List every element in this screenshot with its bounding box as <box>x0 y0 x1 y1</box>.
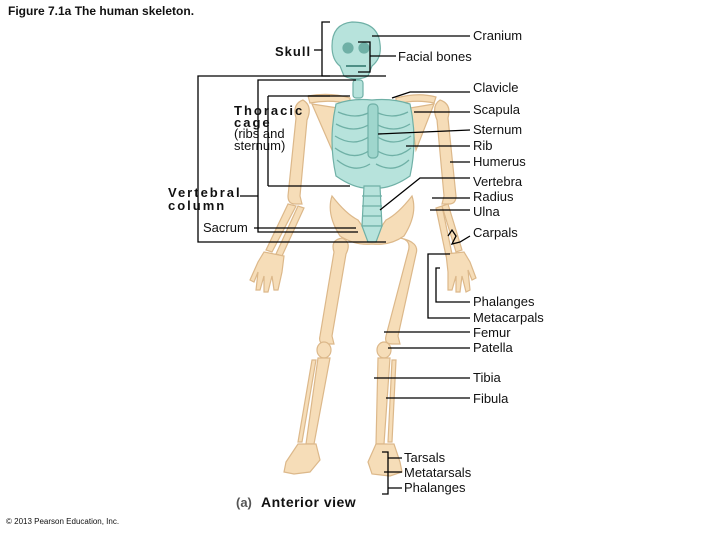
foot-left <box>284 444 320 474</box>
label-carpals: Carpals <box>473 225 518 240</box>
label-sacrum: Sacrum <box>203 220 248 235</box>
skull-bracket <box>322 22 330 76</box>
label-clavicle: Clavicle <box>473 80 519 95</box>
label-thoracic-cage-3: (ribs and <box>234 126 285 141</box>
orbit-right <box>359 43 369 53</box>
label-vertebral-column-2: column <box>168 198 227 213</box>
label-radius: Radius <box>473 189 514 204</box>
figure-title: Figure 7.1a The human skeleton. <box>8 4 195 18</box>
cervical-spine <box>353 80 363 98</box>
label-tarsals: Tarsals <box>404 450 446 465</box>
label-ulna: Ulna <box>473 204 500 219</box>
tibia-right <box>376 358 390 444</box>
femur-right <box>386 238 417 344</box>
label-thoracic-cage-1: Thoracic <box>234 103 305 118</box>
hand-right <box>446 252 476 292</box>
label-thoracic-cage-4: sternum) <box>234 138 286 153</box>
label-scapula: Scapula <box>473 102 520 117</box>
label-patella: Patella <box>473 340 513 355</box>
femur-left <box>320 238 349 344</box>
label-skull: Skull <box>275 44 312 59</box>
label-vertebral-column-1: Vertebral <box>168 185 242 200</box>
label-phalanges-foot: Phalanges <box>404 480 466 495</box>
label-fibula: Fibula <box>473 391 509 406</box>
label-metatarsals: Metatarsals <box>404 465 472 480</box>
label-cranium: Cranium <box>473 28 523 43</box>
skull-graphic <box>332 22 380 79</box>
foot-right <box>368 444 402 476</box>
label-thoracic-cage-2: cage <box>234 115 272 130</box>
label-humerus: Humerus <box>473 154 526 169</box>
patella-right <box>377 342 391 358</box>
copyright-credit: © 2013 Pearson Education, Inc. <box>6 517 120 526</box>
label-phalanges-hand: Phalanges <box>473 294 535 309</box>
label-tibia: Tibia <box>473 370 501 385</box>
label-femur: Femur <box>473 325 511 340</box>
patella-left <box>317 342 331 358</box>
sternum-graphic <box>368 104 378 158</box>
label-vertebra: Vertebra <box>473 174 523 189</box>
humerus-right <box>435 100 456 204</box>
view-caption: Anterior view <box>261 494 357 510</box>
label-sternum: Sternum <box>473 122 523 137</box>
view-letter: (a) <box>236 495 252 510</box>
orbit-left <box>343 43 353 53</box>
label-rib: Rib <box>473 138 493 153</box>
label-facial-bones: Facial bones <box>398 49 472 64</box>
hand-left <box>250 252 284 292</box>
label-metacarpals: Metacarpals <box>473 310 544 325</box>
